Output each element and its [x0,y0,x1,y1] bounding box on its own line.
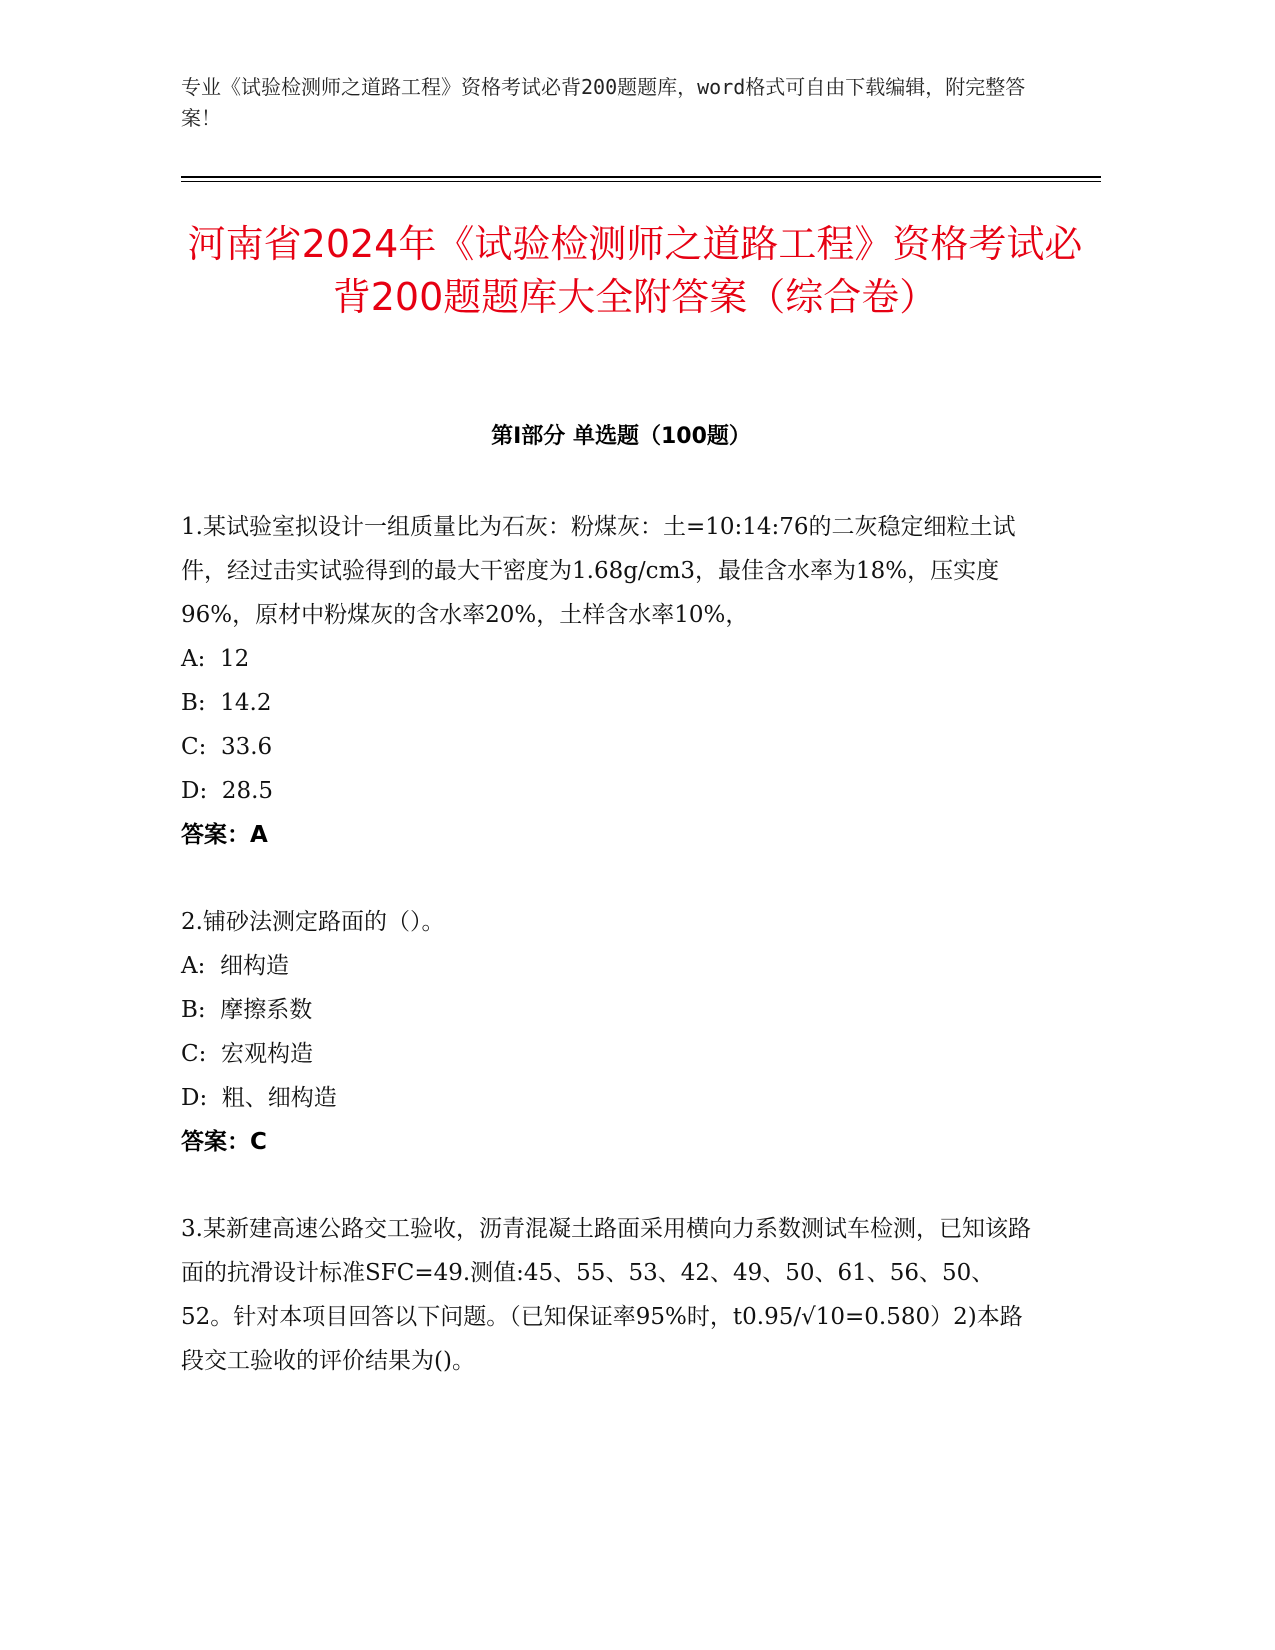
option-b: B: 14.2 [181,690,272,716]
question-stem: 3.某新建高速公路交工验收，沥青混凝土路面采用横向力系数测试车检测，已知该路面的抗滑设计标准SFC=49.测值:45、55、53、42、49、50、61、56、50、52。针对本项目回答以下问题。（已知保证率95%时，t0.95/√10=0.580）2)本路段交工验收的评价结果为()。 [181,1216,1031,1374]
option-c: C: 33.6 [181,734,273,760]
option-a: A: 细构造 [181,953,289,979]
option-c: C: 宏观构造 [181,1041,313,1067]
option-d: D: 粗、细构造 [181,1085,337,1111]
question-stem: 1.某试验室拟设计一组质量比为石灰：粉煤灰：土=10:14:76的二灰稳定细粒土试件，经过击实试验得到的最大干密度为1.68g/cm3，最佳含水率为18%，压实度96%，原材中粉煤灰的含水率20%，土样含水率10%， [181,514,1016,628]
option-a: A: 12 [181,646,250,672]
question-2 [181,900,1041,1164]
question-stem: 2.铺砂法测定路面的（）。 [181,909,445,935]
header-note: 专业《试验检测师之道路工程》资格考试必背200题题库，word格式可自由下载编辑，附完整答案！ [181,75,1026,130]
document-title: 河南省2024年《试验检测师之道路工程》资格考试必背200题题库大全附答案（综合卷） [187,222,1083,319]
header-rule-thick [181,176,1101,178]
question-3 [181,1207,1041,1383]
option-d: D: 28.5 [181,778,274,804]
section-title: 第I部分 单选题（100题） [491,424,751,449]
option-b: B: 摩擦系数 [181,997,313,1023]
answer-label: 答案：C [181,1129,267,1155]
header-rule-thin [181,181,1101,182]
answer-label: 答案：A [181,822,268,848]
question-list [181,505,1041,1426]
question-1 [181,505,1041,857]
